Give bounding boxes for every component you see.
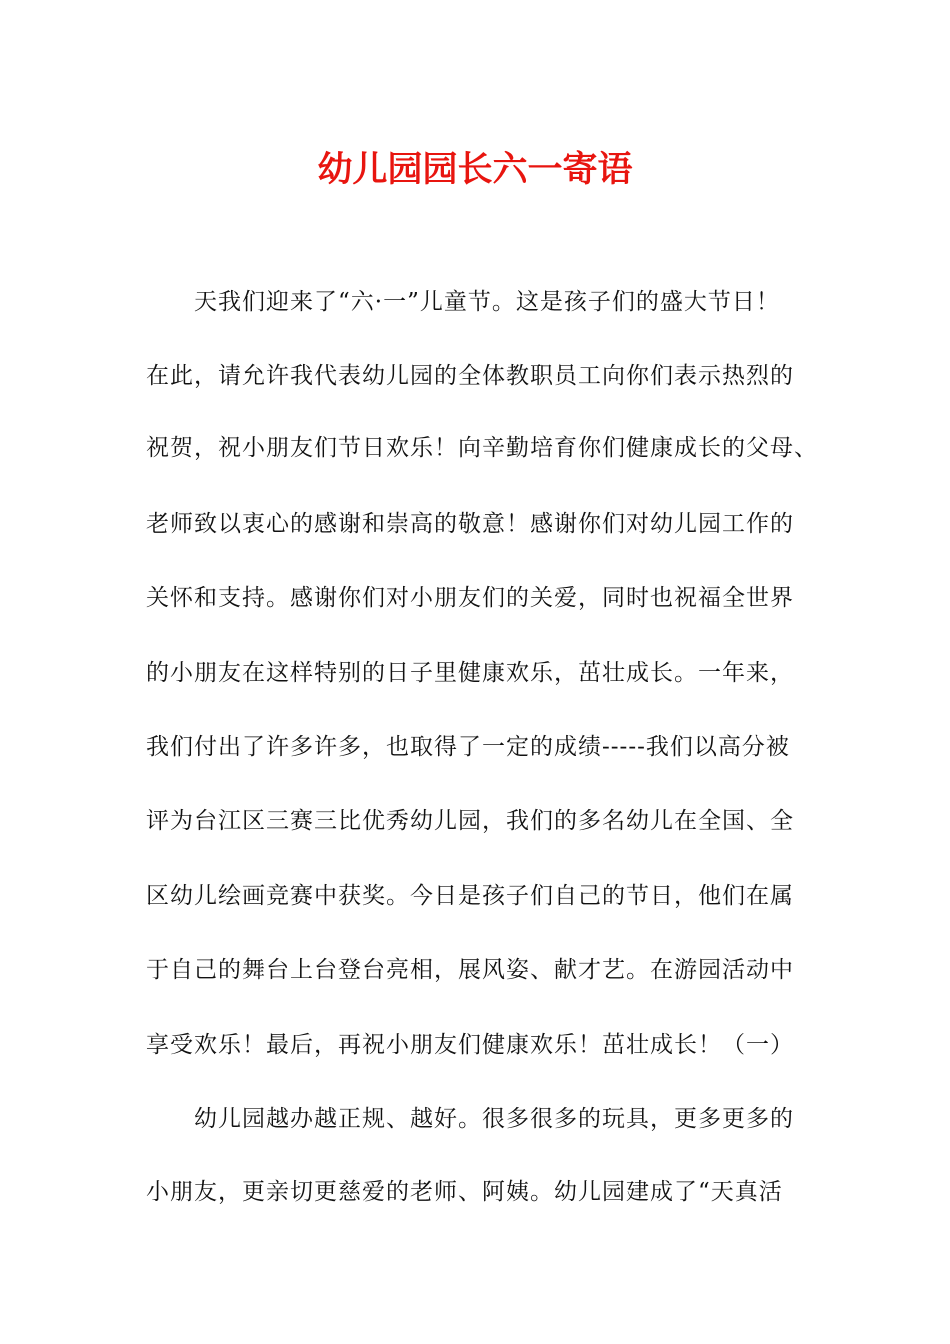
paragraph-line-3: 祝贺，祝小朋友们节日欢乐！向辛勤培育你们健康成长的父母、 — [146, 435, 818, 461]
paragraph-line-7: 我们付出了许多许多，也取得了一定的成绩-----我们以高分被 — [146, 734, 790, 760]
document-title: 幼儿园园长六一寄语 — [317, 150, 633, 190]
paragraph-line-10: 于自己的舞台上台登台亮相，展风姿、献才艺。在游园活动中 — [146, 957, 794, 983]
paragraph-line-6: 的小朋友在这样特别的日子里健康欢乐，茁壮成长。一年来， — [146, 660, 794, 686]
paragraph-line-1: 天我们迎来了“六·一”儿童节。这是孩子们的盛大节日！ — [194, 289, 780, 315]
paragraph-line-12: 幼儿园越办越正规、越好。很多很多的玩具，更多更多的 — [194, 1106, 794, 1132]
paragraph-line-13: 小朋友，更亲切更慈爱的老师、阿姨。幼儿园建成了“天真活 — [146, 1179, 783, 1205]
paragraph-line-2: 在此，请允许我代表幼儿园的全体教职员工向你们表示热烈的 — [146, 363, 794, 389]
paragraph-line-5: 关怀和支持。感谢你们对小朋友们的关爱，同时也祝福全世界 — [146, 585, 794, 611]
paragraph-line-11: 享受欢乐！最后，再祝小朋友们健康欢乐！茁壮成长！（一） — [146, 1032, 794, 1058]
paragraph-line-8: 评为台江区三赛三比优秀幼儿园，我们的多名幼儿在全国、全 — [146, 808, 794, 834]
paragraph-line-9: 区幼儿绘画竞赛中获奖。今日是孩子们自己的节日，他们在属 — [146, 883, 794, 909]
paragraph-line-4: 老师致以衷心的感谢和崇高的敬意！感谢你们对幼儿园工作的 — [146, 511, 794, 537]
